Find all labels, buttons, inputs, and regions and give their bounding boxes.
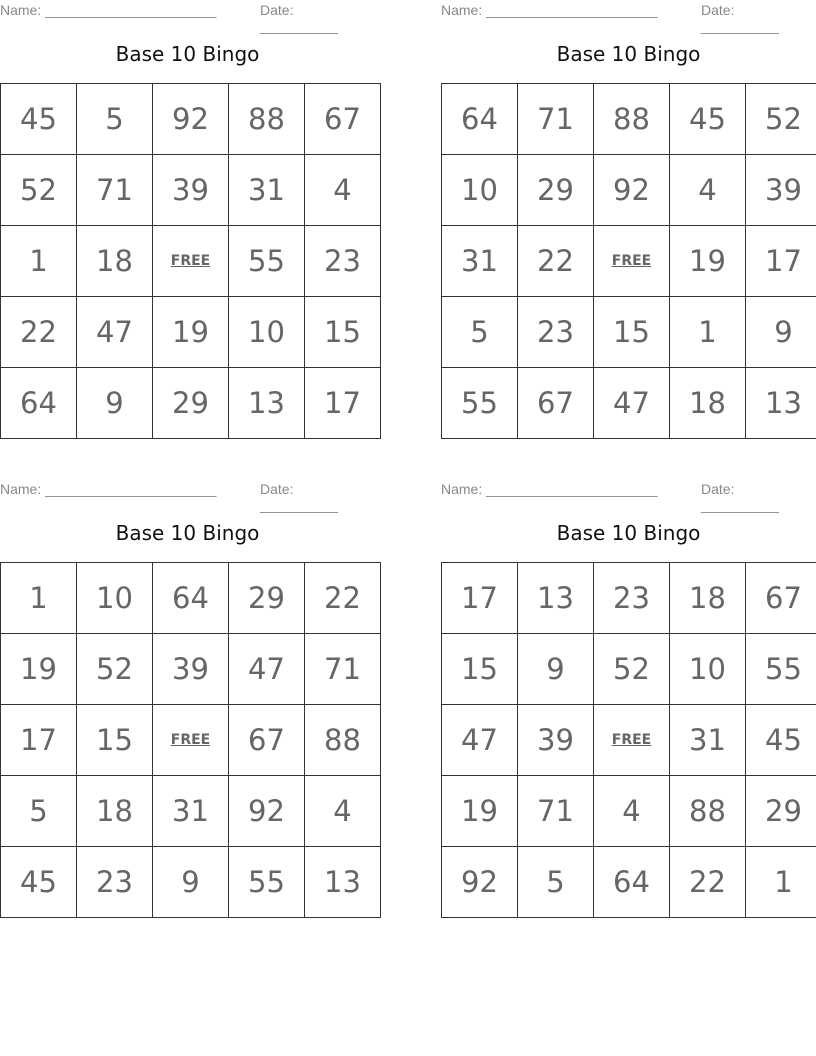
bingo-cell[interactable]: 10 xyxy=(670,634,746,705)
bingo-cell[interactable]: 1 xyxy=(1,563,77,634)
bingo-cell[interactable]: 64 xyxy=(594,847,670,918)
bingo-cell[interactable]: 67 xyxy=(305,84,381,155)
bingo-cell[interactable]: 29 xyxy=(518,155,594,226)
bingo-cell[interactable]: 23 xyxy=(305,226,381,297)
bingo-cell[interactable]: 31 xyxy=(153,776,229,847)
bingo-row xyxy=(442,776,816,847)
bingo-cell[interactable]: 1 xyxy=(1,226,77,297)
free-cell[interactable]: FREE xyxy=(594,705,670,776)
bingo-cell[interactable]: 31 xyxy=(229,155,305,226)
bingo-cell[interactable]: 1 xyxy=(670,297,746,368)
bingo-cell[interactable]: 17 xyxy=(442,563,518,634)
bingo-cell[interactable]: 47 xyxy=(77,297,153,368)
bingo-cell[interactable]: 10 xyxy=(442,155,518,226)
bingo-grid xyxy=(441,562,816,918)
bingo-row xyxy=(1,84,381,155)
bingo-cell[interactable]: 13 xyxy=(305,847,381,918)
bingo-cell[interactable]: 45 xyxy=(1,847,77,918)
bingo-row xyxy=(1,368,381,439)
bingo-row xyxy=(1,634,381,705)
bingo-cell[interactable]: 19 xyxy=(1,634,77,705)
bingo-cell[interactable]: 17 xyxy=(746,226,816,297)
bingo-cell[interactable]: 67 xyxy=(746,563,816,634)
bingo-cell[interactable]: 15 xyxy=(442,634,518,705)
bingo-grid xyxy=(0,83,381,439)
bingo-row xyxy=(442,563,816,634)
bingo-cell[interactable]: 23 xyxy=(518,297,594,368)
card-header xyxy=(441,2,816,34)
bingo-row xyxy=(1,705,381,776)
bingo-cell[interactable]: 23 xyxy=(77,847,153,918)
bingo-cell[interactable]: 64 xyxy=(442,84,518,155)
bingo-cell[interactable]: 45 xyxy=(1,84,77,155)
date-field: Date: __________ xyxy=(701,2,779,34)
card-title: Base 10 Bingo xyxy=(115,42,260,66)
bingo-cell[interactable]: 15 xyxy=(305,297,381,368)
bingo-cell[interactable]: 13 xyxy=(746,368,816,439)
bingo-cell[interactable]: 88 xyxy=(305,705,381,776)
bingo-cell[interactable]: 67 xyxy=(229,705,305,776)
bingo-cell[interactable]: 39 xyxy=(746,155,816,226)
bingo-cell[interactable]: 9 xyxy=(518,634,594,705)
bingo-cell[interactable]: 5 xyxy=(518,847,594,918)
name-field: Name: ______________________ xyxy=(0,481,217,497)
bingo-cell[interactable]: 67 xyxy=(518,368,594,439)
bingo-cell[interactable]: 17 xyxy=(305,368,381,439)
bingo-cell[interactable]: 9 xyxy=(153,847,229,918)
bingo-cell[interactable]: 71 xyxy=(518,776,594,847)
bingo-cell[interactable]: 4 xyxy=(305,776,381,847)
card-header xyxy=(0,481,375,513)
card-header xyxy=(441,481,816,513)
bingo-cell[interactable]: 22 xyxy=(518,226,594,297)
bingo-cell[interactable]: 52 xyxy=(746,84,816,155)
name-field: Name: ______________________ xyxy=(0,2,217,18)
bingo-cell[interactable]: 52 xyxy=(1,155,77,226)
bingo-cell[interactable]: 52 xyxy=(77,634,153,705)
bingo-cell[interactable]: 29 xyxy=(746,776,816,847)
free-cell[interactable]: FREE xyxy=(153,705,229,776)
bingo-grid xyxy=(441,83,816,439)
bingo-cell[interactable]: 5 xyxy=(77,84,153,155)
bingo-row xyxy=(442,705,816,776)
bingo-row xyxy=(1,847,381,918)
bingo-cell[interactable]: 13 xyxy=(229,368,305,439)
bingo-cell[interactable]: 55 xyxy=(229,847,305,918)
bingo-cell[interactable]: 47 xyxy=(594,368,670,439)
bingo-cell[interactable]: 31 xyxy=(670,705,746,776)
bingo-cell[interactable]: 29 xyxy=(229,563,305,634)
card-title: Base 10 Bingo xyxy=(556,42,701,66)
bingo-row xyxy=(1,563,381,634)
bingo-cell[interactable]: 19 xyxy=(670,226,746,297)
bingo-cell[interactable]: 9 xyxy=(77,368,153,439)
bingo-cell[interactable]: 55 xyxy=(442,368,518,439)
bingo-cell[interactable]: 45 xyxy=(670,84,746,155)
bingo-cell[interactable]: 92 xyxy=(153,84,229,155)
bingo-cell[interactable]: 4 xyxy=(305,155,381,226)
bingo-cell[interactable]: 4 xyxy=(594,776,670,847)
bingo-cell[interactable]: 88 xyxy=(229,84,305,155)
bingo-cell[interactable]: 15 xyxy=(77,705,153,776)
bingo-cell[interactable]: 15 xyxy=(594,297,670,368)
bingo-row xyxy=(442,84,816,155)
bingo-cell[interactable]: 45 xyxy=(746,705,816,776)
bingo-cell[interactable]: 23 xyxy=(594,563,670,634)
card-header xyxy=(0,2,375,34)
card-title: Base 10 Bingo xyxy=(115,521,260,545)
bingo-cell[interactable]: 19 xyxy=(153,297,229,368)
bingo-cell[interactable]: 22 xyxy=(305,563,381,634)
bingo-cell[interactable]: 64 xyxy=(153,563,229,634)
card-title: Base 10 Bingo xyxy=(556,521,701,545)
bingo-cell[interactable]: 71 xyxy=(305,634,381,705)
bingo-cell[interactable]: 52 xyxy=(594,634,670,705)
bingo-cell[interactable]: 10 xyxy=(229,297,305,368)
bingo-grid xyxy=(0,562,381,918)
bingo-cell[interactable]: 88 xyxy=(594,84,670,155)
bingo-cell[interactable]: 39 xyxy=(153,155,229,226)
free-cell[interactable]: FREE xyxy=(594,226,670,297)
bingo-cell[interactable]: 92 xyxy=(594,155,670,226)
date-field: Date: __________ xyxy=(260,481,338,513)
bingo-row xyxy=(1,155,381,226)
bingo-row xyxy=(442,226,816,297)
name-field: Name: ______________________ xyxy=(441,481,658,497)
bingo-cell[interactable]: 13 xyxy=(518,563,594,634)
bingo-cell[interactable]: 17 xyxy=(1,705,77,776)
bingo-cell[interactable]: 5 xyxy=(1,776,77,847)
bingo-cell[interactable]: 71 xyxy=(77,155,153,226)
bingo-cell[interactable]: 92 xyxy=(442,847,518,918)
bingo-cell[interactable]: 55 xyxy=(229,226,305,297)
bingo-cell[interactable]: 18 xyxy=(670,368,746,439)
bingo-cell[interactable]: 18 xyxy=(77,226,153,297)
bingo-cell[interactable]: 5 xyxy=(442,297,518,368)
bingo-cell[interactable]: 64 xyxy=(1,368,77,439)
bingo-row xyxy=(442,368,816,439)
bingo-cell[interactable]: 47 xyxy=(229,634,305,705)
bingo-cell[interactable]: 92 xyxy=(229,776,305,847)
bingo-cell[interactable]: 29 xyxy=(153,368,229,439)
bingo-cell[interactable]: 10 xyxy=(77,563,153,634)
bingo-cell[interactable]: 22 xyxy=(670,847,746,918)
bingo-cell[interactable]: 18 xyxy=(77,776,153,847)
bingo-cell[interactable]: 19 xyxy=(442,776,518,847)
date-field: Date: __________ xyxy=(260,2,338,34)
bingo-cell[interactable]: 1 xyxy=(746,847,816,918)
bingo-cell[interactable]: 88 xyxy=(670,776,746,847)
bingo-cell[interactable]: 31 xyxy=(442,226,518,297)
free-cell[interactable]: FREE xyxy=(153,226,229,297)
bingo-row xyxy=(442,155,816,226)
bingo-cell[interactable]: 9 xyxy=(746,297,816,368)
bingo-row xyxy=(442,634,816,705)
bingo-cell[interactable]: 18 xyxy=(670,563,746,634)
bingo-cell[interactable]: 39 xyxy=(153,634,229,705)
bingo-row xyxy=(442,847,816,918)
date-field: Date: __________ xyxy=(701,481,779,513)
bingo-row xyxy=(1,226,381,297)
bingo-cell[interactable]: 39 xyxy=(518,705,594,776)
bingo-cell[interactable]: 47 xyxy=(442,705,518,776)
bingo-cell[interactable]: 22 xyxy=(1,297,77,368)
name-field: Name: ______________________ xyxy=(441,2,658,18)
bingo-row xyxy=(442,297,816,368)
bingo-row xyxy=(1,297,381,368)
bingo-cell[interactable]: 4 xyxy=(670,155,746,226)
bingo-cell[interactable]: 71 xyxy=(518,84,594,155)
bingo-row xyxy=(1,776,381,847)
bingo-cell[interactable]: 55 xyxy=(746,634,816,705)
